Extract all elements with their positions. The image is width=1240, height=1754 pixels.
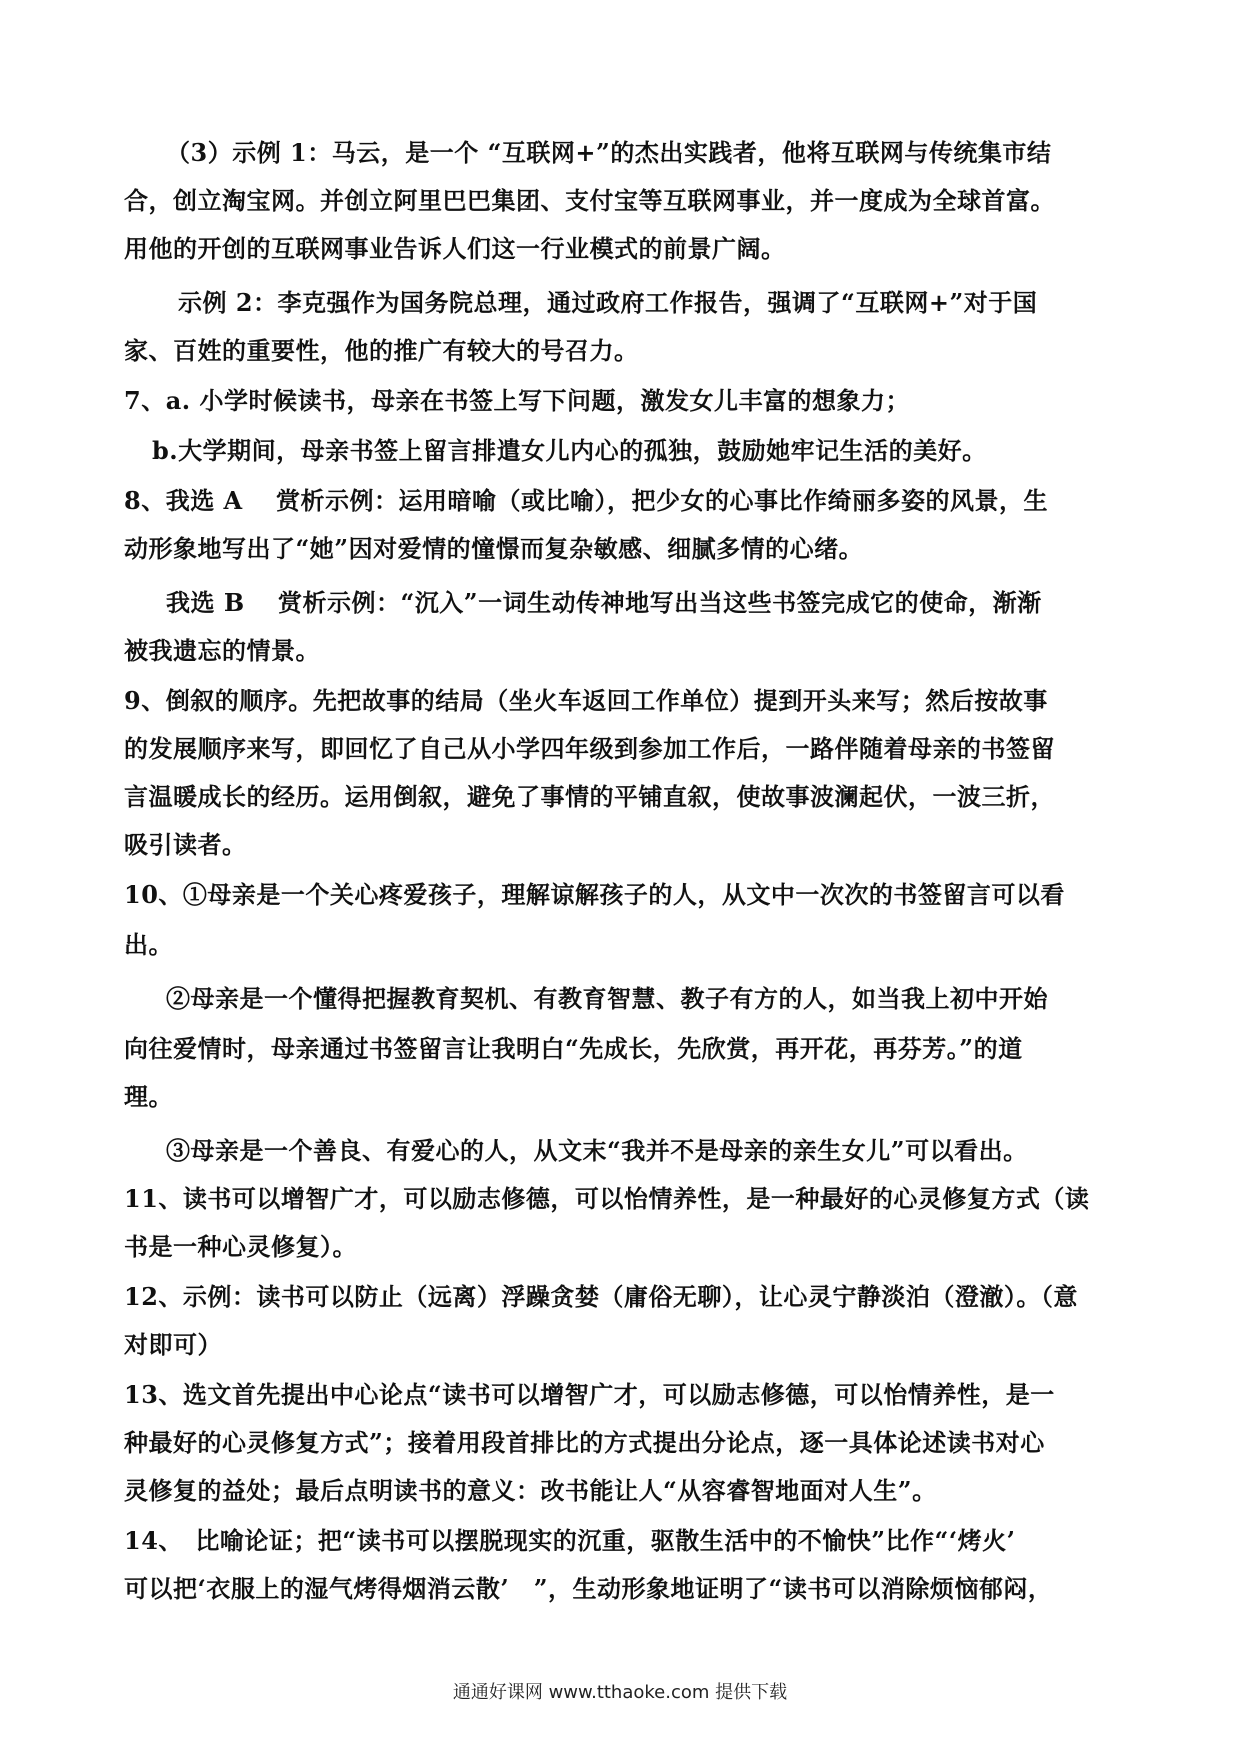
text-line: 出。 [124,930,173,959]
text-line: 8、我选 A 赏析示例：运用暗喻（或比喻），把少女的心事比作绮丽多姿的风景，生 [124,486,1049,515]
text-line: 合，创立淘宝网。并创立阿里巴巴集团、支付宝等互联网事业，并一度成为全球首富。 [124,186,1055,215]
text-line: 13、选文首先提出中心论点“读书可以增智广才，可以励志修德，可以怡情养性，是一 [124,1380,1055,1409]
text-line: 的发展顺序来写，即回忆了自己从小学四年级到参加工作后，一路伴随着母亲的书签留 [124,734,1055,763]
text-line: 书是一种心灵修复）。 [124,1232,357,1261]
text-line: 7、a. 小学时候读书，母亲在书签上写下问题，激发女儿丰富的想象力； [124,386,910,415]
text-line: ②母亲是一个懂得把握教育契机、有教育智慧、教子有方的人，如当我上初中开始 [166,984,1048,1013]
text-line: 理。 [124,1082,173,1111]
text-line: 11、读书可以增智广才，可以励志修德，可以怡情养性，是一种最好的心灵修复方式（读 [124,1184,1090,1213]
text-line: 9、倒叙的顺序。先把故事的结局（坐火车返回工作单位）提到开头来写；然后按故事 [124,686,1048,715]
text-line: 10、①母亲是一个关心疼爱孩子，理解谅解孩子的人，从文中一次次的书签留言可以看 [124,880,1065,909]
page-footer: 通通好课网 www.tthaoke.com 提供下载 [452,1682,788,1703]
text-line: 我选 B 赏析示例：“沉入”一词生动传神地写出当这些书签完成它的使命，渐渐 [166,588,1042,617]
text-line: ③母亲是一个善良、有爱心的人，从文末“我并不是母亲的亲生女儿”可以看出。 [166,1136,1028,1165]
text-line: 被我遗忘的情景。 [124,636,320,665]
text-line: 12、示例：读书可以防止（远离）浮躁贪婪（庸俗无聊），让心灵宁静淡泊（澄澈）。（意 [124,1282,1078,1311]
text-line: 示例 2：李克强作为国务院总理，通过政府工作报告，强调了“互联网+”对于国 [178,288,1038,317]
text-line: 14、 比喻论证；把“读书可以摆脱现实的沉重，驱散生活中的不愉快”比作“‘烤火’ [124,1526,1016,1555]
text-line: 种最好的心灵修复方式”；接着用段首排比的方式提出分论点，逐一具体论述读书对心 [124,1428,1045,1457]
text-line: 向往爱情时，母亲通过书签留言让我明白“先成长，先欣赏，再开花，再芬芳。”的道 [124,1034,1023,1063]
text-line: 家、百姓的重要性，他的推广有较大的号召力。 [124,336,639,365]
text-line: 用他的开创的互联网事业告诉人们这一行业模式的前景广阔。 [124,234,786,263]
text-line: 吸引读者。 [124,830,247,859]
text-line: 灵修复的益处；最后点明读书的意义：改书能让人“从容睿智地面对人生”。 [124,1476,937,1505]
text-line: 对即可） [124,1330,222,1359]
text-line: 可以把‘衣服上的湿气烤得烟消云散’ ”，生动形象地证明了“读书可以消除烦恼郁闷， [124,1574,1053,1603]
text-line: （3）示例 1：马云，是一个 “互联网+”的杰出实践者，他将互联网与传统集市结 [166,138,1052,167]
text-line: 言温暖成长的经历。运用倒叙，避免了事情的平铺直叙，使故事波澜起伏，一波三折， [124,782,1055,811]
text-line: 动形象地写出了“她”因对爱情的憧憬而复杂敏感、细腻多情的心绪。 [124,534,864,563]
text-line: b.大学期间，母亲书签上留言排遣女儿内心的孤独，鼓励她牢记生活的美好。 [152,436,987,465]
